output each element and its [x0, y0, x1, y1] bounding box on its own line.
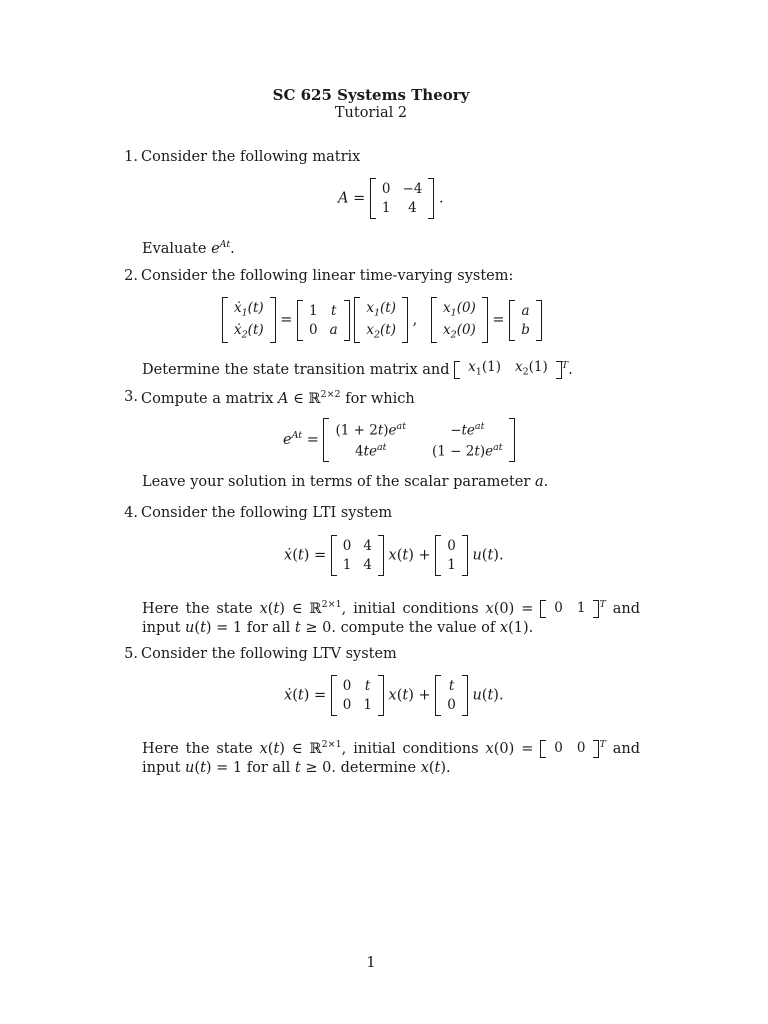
page-title: SC 625 Systems Theory — [272, 86, 470, 104]
equation-ltv-input-system: ẋ(t) = 0 t 0 1 x(t) + t 0 u(t). — [284, 675, 504, 716]
page-number: 1 — [366, 955, 376, 971]
problem-3-followup: Leave your solution in terms of the scalar parameter a. — [142, 474, 549, 490]
equation-ltv-system: ẋ$_1$(t) ẋ$_2$(t) = 1 t 0 a $x_1(t)$ $x_2(t)$ , $x_1(0)$ $x_2(0)$ = a b — [222, 297, 542, 343]
problem-number: 5. — [124, 646, 138, 662]
equation-lti-system: ẋ(t) = 0 4 1 4 x(t) + 0 1 u(t). — [284, 535, 504, 576]
equation-matrix-exponential: $e^{At}$ = $(1 + 2t)e^{at}$ $-te^{at}$ $4te^{at}$ $(1 - 2t)e^{at}$ — [283, 418, 515, 462]
problem-1-followup: Evaluate $e^{At}$. — [142, 239, 235, 257]
page-subtitle: Tutorial 2 — [334, 105, 408, 121]
problem-text: Consider the following LTV system — [141, 646, 397, 662]
problem-number: 3. — [124, 389, 138, 405]
problem-text: Consider the following linear time-varying system: — [141, 268, 514, 284]
problem-2-followup: Determine the state transition matrix and $x_1(1)$ $x_2(1)$ $^T$. — [142, 358, 573, 378]
equation-matrix-a: A = 0 −4 1 4 . — [338, 178, 444, 219]
problem-4-followup: Here the state x(t) ∈ ℝ$^{2\times 1}$, initial conditions x(0) = 0 1 $^T$ and input u(t) = 1 for all t ≥ 0. compute the value of x(1). — [142, 599, 641, 636]
problem-text: Compute a matrix A ∈ ℝ$^{2\times 2}$ for which — [141, 389, 415, 407]
problem-5-followup: Here the state x(t) ∈ ℝ$^{2\times 1}$, initial conditions x(0) = 0 0 $^T$ and input u(t) = 1 for all t ≥ 0. determine x(t). — [142, 739, 641, 776]
problem-number: 1. — [124, 149, 138, 165]
problem-number: 4. — [124, 505, 138, 521]
matrix: 0 −4 1 4 — [370, 178, 435, 219]
problem-number: 2. — [124, 268, 138, 284]
problem-text: Consider the following LTI system — [141, 505, 393, 521]
problem-text: Consider the following matrix — [141, 149, 361, 165]
